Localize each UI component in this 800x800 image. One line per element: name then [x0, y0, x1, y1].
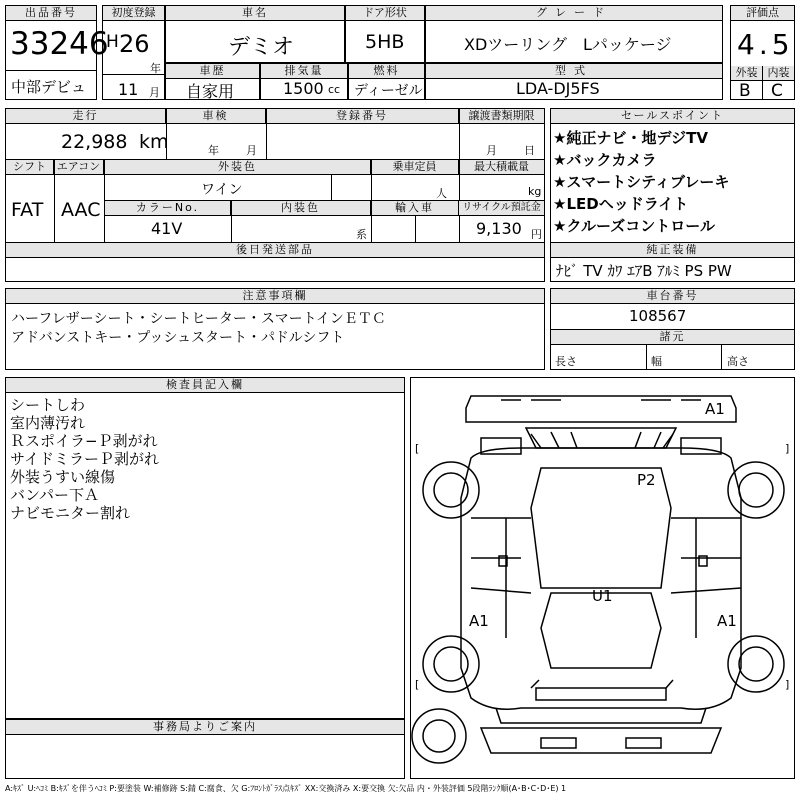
recycle: 9,130 — [476, 219, 522, 238]
ac-label: エアコン — [54, 160, 104, 175]
chassis-box — [550, 288, 795, 370]
bracket: [ — [415, 442, 420, 455]
lot-label: 出品番号 — [6, 6, 96, 21]
selling-point-item: ★純正ナビ・地デジTV — [553, 129, 708, 147]
recycle-label: リサイクル預託金 — [459, 201, 544, 216]
selling-point-item: ★バックカメラ — [553, 151, 657, 169]
inspector-box — [5, 377, 405, 719]
model-label: 車名 — [166, 6, 344, 21]
displacement-unit: cc — [328, 83, 341, 96]
grade: XDツーリング Lパッケージ — [464, 35, 672, 54]
load-label: 最大積載量 — [459, 160, 544, 175]
inspection-year-unit: 年 — [208, 144, 219, 157]
chassis-label: 車台番号 — [551, 289, 794, 304]
mileage-label: 走行 — [6, 109, 166, 124]
model: デミオ — [228, 35, 295, 60]
displacement-label: 排気量 — [261, 64, 347, 79]
bracket: [ — [415, 678, 420, 691]
car-outline-drawing — [411, 378, 794, 778]
venue: 中部デビュ — [11, 78, 87, 96]
door-label: ドア形状 — [346, 6, 424, 21]
type: LDA-DJ5FS — [516, 79, 600, 98]
month: 11 — [118, 80, 139, 99]
load-unit: kg — [528, 185, 542, 198]
selling-point-item: ★スマートシティブレーキ — [553, 173, 730, 191]
inspector-item: 外装うすい線傷 — [10, 468, 116, 486]
inspector-item: バンパー下Ａ — [10, 486, 99, 504]
inspector-item: シートしわ — [10, 396, 86, 414]
color-label: 外装色 — [105, 160, 371, 175]
selling-point-item: ★クルーズコントロール — [553, 217, 715, 235]
inspection-month-unit: 月 — [246, 144, 257, 157]
chassis-number: 108567 — [629, 307, 687, 325]
displacement: 1500 — [283, 79, 324, 98]
selling-points-label: セールスポイント — [551, 109, 794, 124]
interior-score: C — [771, 81, 783, 101]
legend: A:ｷｽﾞ U:ﾍｺﾐ B:ｷｽﾞを伴うﾍｺﾐ P:要塗装 W:補修跡 S:錆 C:腐食、欠 G:ﾌﾛﾝﾄｶﾞﾗｽ点ｷｽﾞ XX:交換済み X:要交換 欠:欠品 内・外装評価 5段階ﾗﾝｸ順(A･B･C･D･E) 1 — [5, 784, 567, 793]
height-label: 高さ — [727, 355, 749, 368]
interior-color-unit: 系 — [356, 228, 367, 241]
door-box — [345, 5, 425, 63]
ac: AAC — [61, 199, 101, 221]
equipment-label: 純正装備 — [551, 243, 794, 258]
shift-label: シフト — [6, 160, 54, 175]
notes-line-2: アドバンストキー・プッシュスタート・パドルシフト — [11, 330, 345, 346]
exterior-label: 外装 — [731, 66, 762, 81]
year: 26 — [119, 30, 150, 58]
equipment-value: ﾅﾋﾞ TV ｶﾜ ｴｱB ｱﾙﾐ PS PW — [556, 262, 732, 280]
door: 5HB — [365, 31, 405, 53]
color: ワイン — [201, 182, 243, 198]
inspector-item: 室内薄汚れ — [10, 414, 86, 432]
capacity-label: 乗車定員 — [371, 160, 459, 175]
specs-box — [5, 108, 545, 282]
inspector-label: 検査員記入欄 — [6, 378, 404, 393]
score-label: 評価点 — [731, 6, 794, 21]
damage-mark: A1 — [717, 612, 737, 630]
bracket: ] — [785, 442, 790, 455]
exterior-score: B — [739, 81, 751, 101]
car-diagram — [410, 377, 795, 779]
bracket: ] — [785, 678, 790, 691]
selling-point-item: ★LEDヘッドライト — [553, 195, 689, 213]
shift: FAT — [11, 199, 44, 221]
fuel: ディーゼル — [354, 83, 423, 99]
model-box — [165, 5, 345, 63]
fuel-label: 燃料 — [349, 64, 424, 79]
damage-mark: P2 — [637, 471, 656, 489]
transfer-label: 譲渡書類期限 — [459, 109, 544, 124]
inspector-item: サイドミラーＰ剥がれ — [10, 450, 159, 468]
first-reg-label: 初度登録 — [103, 6, 164, 21]
office-label: 事務局よりご案内 — [6, 720, 404, 735]
notes-line-1: ハーフレザーシート・シートヒーター・スマートインＥＴＣ — [11, 311, 386, 327]
damage-mark: A1 — [469, 612, 489, 630]
interior-color-label: 内装色 — [231, 201, 371, 216]
capacity-unit: 人 — [436, 187, 447, 200]
office-box — [5, 719, 405, 779]
history-box — [165, 63, 260, 100]
fuel-box — [348, 63, 425, 100]
grade-label: グレード — [426, 6, 722, 21]
history: 自家用 — [186, 82, 235, 101]
interior-label: 内装 — [763, 66, 794, 81]
first-registration-box — [102, 5, 165, 100]
plate-label: 登録番号 — [266, 109, 459, 124]
grade-box — [425, 5, 723, 63]
notes-label: 注意事項欄 — [6, 289, 544, 304]
month-unit: 月 — [149, 86, 160, 99]
mileage-unit: km — [139, 131, 169, 153]
damage-mark: A1 — [705, 400, 725, 418]
inspection-label: 車検 — [166, 109, 266, 124]
import-label: 輸入車 — [371, 201, 459, 216]
score-box — [730, 5, 795, 100]
transfer-day-unit: 日 — [524, 144, 535, 157]
type-label: 型式 — [426, 64, 722, 79]
width-label: 幅 — [651, 355, 662, 368]
era: H — [106, 32, 119, 52]
transfer-month-unit: 月 — [486, 144, 497, 157]
displacement-box — [260, 63, 348, 100]
inspector-item: ナビモニター割れ — [10, 504, 131, 522]
damage-mark: U1 — [592, 587, 613, 605]
notes-box — [5, 288, 545, 370]
inspector-item: Ｒスポイラ−Ｐ剥がれ — [10, 432, 158, 450]
mileage: 22,988 — [61, 131, 128, 153]
selling-points-box — [550, 108, 795, 282]
lot-box — [5, 5, 109, 100]
history-label: 車歴 — [166, 64, 259, 79]
recycle-unit: 円 — [531, 228, 542, 241]
year-unit: 年 — [150, 62, 161, 75]
color-no: 41V — [151, 219, 183, 238]
later-parts-label: 後日発送部品 — [6, 243, 544, 258]
dims-label: 諸元 — [551, 330, 794, 345]
color-no-label: カラーNo. — [105, 201, 231, 216]
length-label: 長さ — [555, 355, 577, 368]
lot-number: 33246 — [10, 26, 109, 62]
score: 4.5 — [737, 28, 794, 61]
type-box — [425, 63, 723, 100]
